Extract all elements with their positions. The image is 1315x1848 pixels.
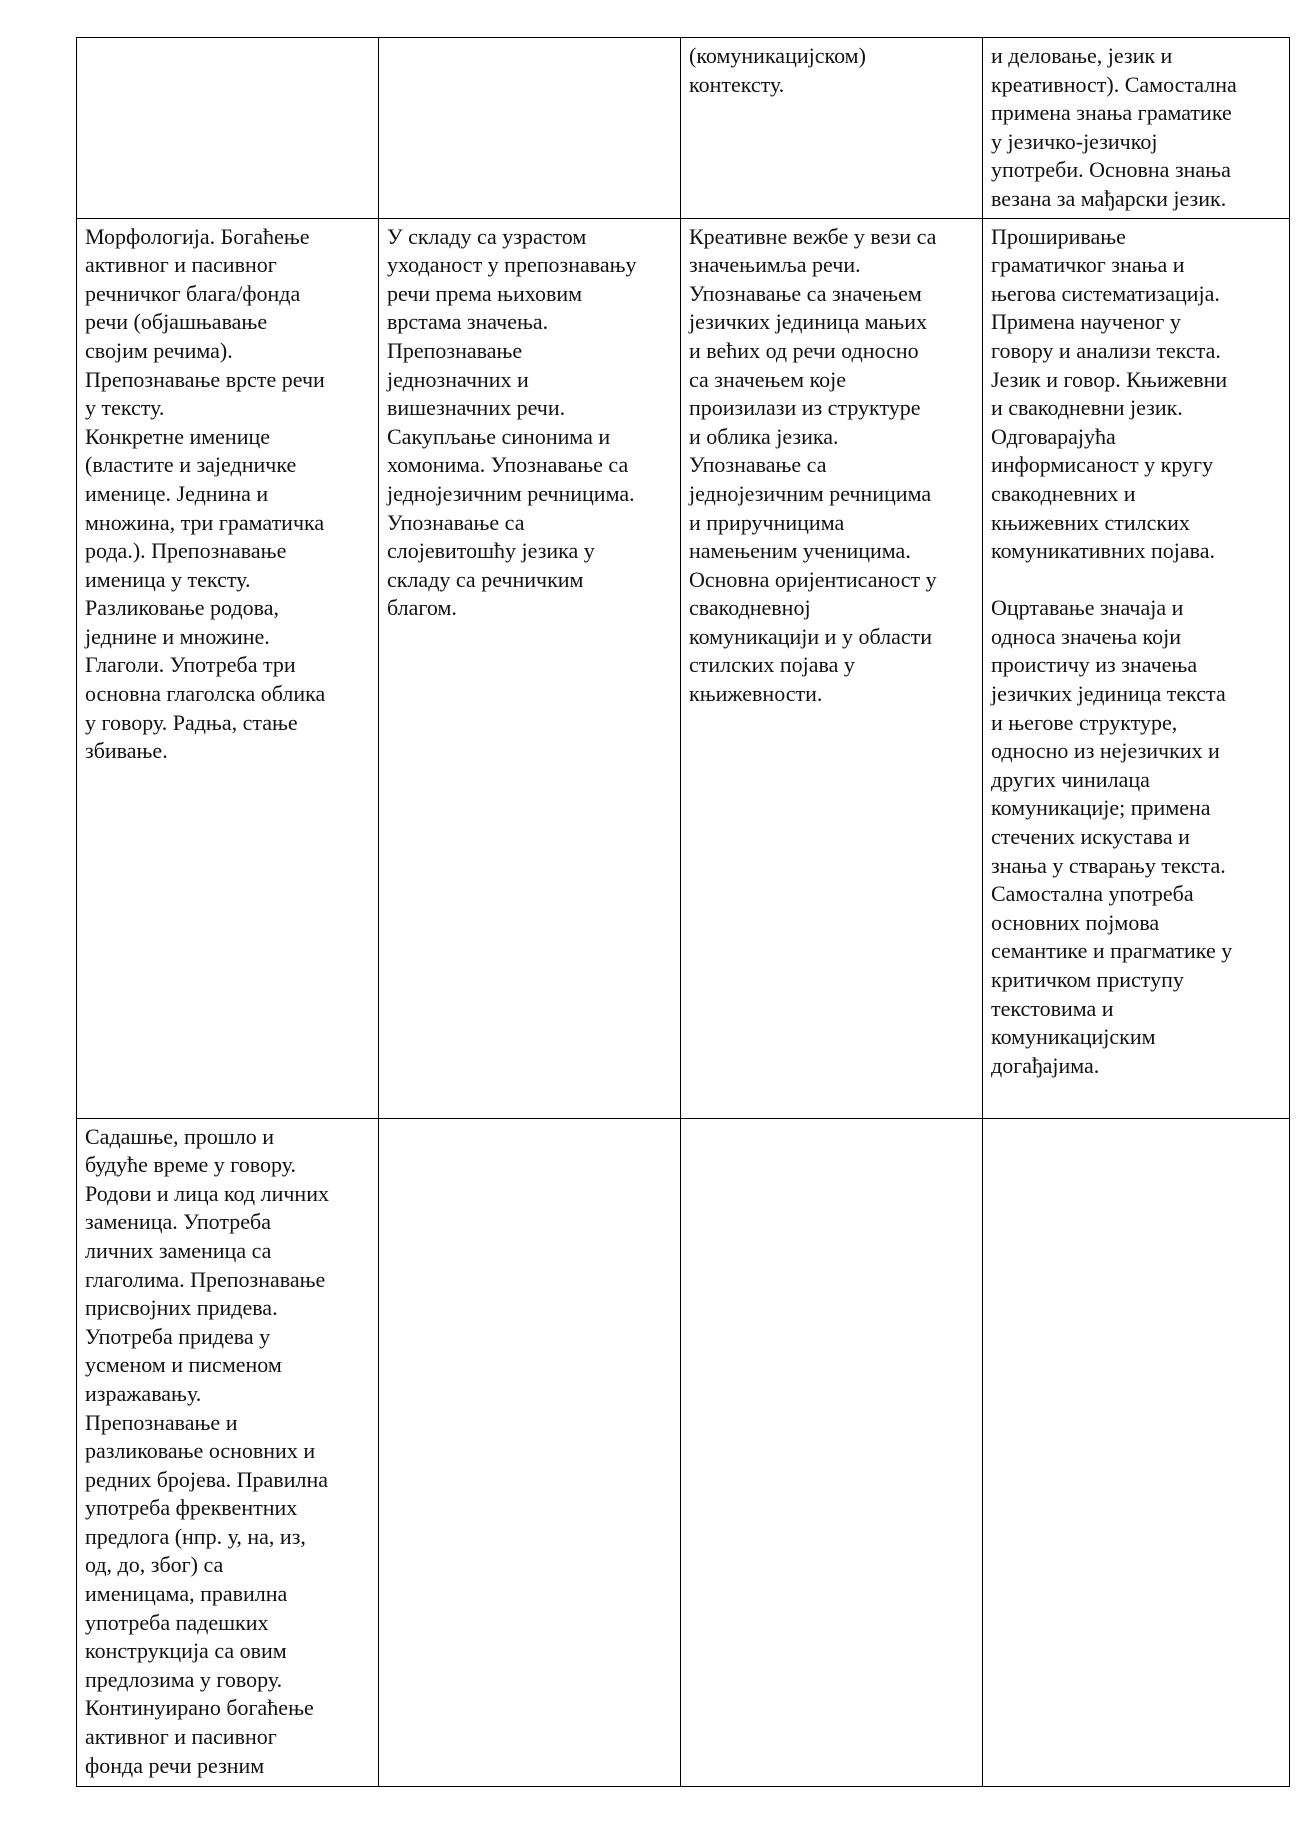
table-cell	[379, 38, 681, 219]
table-cell: и деловање, језик и креативност). Самостална примена знања граматике у језичко-језичкој употреби. Основна знања везана за мађарски језик.	[983, 38, 1290, 219]
table-cell: (комуникацијском) контексту.	[681, 38, 983, 219]
table-cell: Креативне вежбе у вези са значењимља речи. Упознавање са значењем језичких јединица мањих и већих од речи односно са значењем које произилази из структуре и облика језика. Упознавање са једнојезичним речницима и приручницима намењеним ученицима. Основна оријентисаност у свакодневној комуникацији и у области стилских појава у књижевности.	[681, 218, 983, 1118]
table-row	[77, 218, 1290, 1118]
table-cell	[983, 1118, 1290, 1786]
curriculum-table	[76, 37, 1290, 1787]
table-cell	[681, 1118, 983, 1786]
table-cell: У складу са узрастом уходаност у препознавању речи према њиховим врстама значења. Препознавање једнозначних и вишезначних речи. Сакупљање синонима и хомонима. Упознавање са једнојезичним речницима. Упознавање са слојевитошћу језика у складу са речничким благом.	[379, 218, 681, 1118]
table-cell: Морфологија. Богаћење активног и пасивног речничког блага/фонда речи (објашњавање својим речима). Препознавање врсте речи у тексту. Конкретне именице (властите и заједничке именице. Једнина и множина, три граматичка рода.). Препознавање именица у тексту. Разликовање родова, једнине и множине. Глаголи. Употреба три основна глаголска облика у говору. Радња, стање збивање.	[77, 218, 379, 1118]
table-row	[77, 38, 1290, 219]
table-cell: Садашње, прошло и будуће време у говору. Родови и лица код личних заменица. Употреба личних заменица са глаголима. Препознавање присвојних придева. Употреба придева у усменом и писменом изражавању. Препознавање и разликовање основних и редних бројева. Правилна употреба фреквентних предлога (нпр. у, на, из, од, до, због) са именицама, правилна употреба падешких конструкција са овим предлозима у говору. Континуирано богаћење активног и пасивног фонда речи резним	[77, 1118, 379, 1786]
table-cell: Проширивање граматичког знања и његова систематизација. Примена наученог у говору и анализи текста. Језик и говор. Књижевни и свакодневни језик. Одговарајућа информисаност у кругу свакодневних и књижевних стилских комуникативних појава. Оцртавање значаја и односа значења који проистичу из значења језичких јединица текста и његове структуре, односно из нејезичких и других чинилаца комуникације; примена стечених искустава и знања у стварању текста. Самостална употреба основних појмова семантике и прагматике у критичком приступу текстовима и комуникацијским догађајима.	[983, 218, 1290, 1118]
table-cell	[379, 1118, 681, 1786]
table-row	[77, 1118, 1290, 1786]
table-cell	[77, 38, 379, 219]
